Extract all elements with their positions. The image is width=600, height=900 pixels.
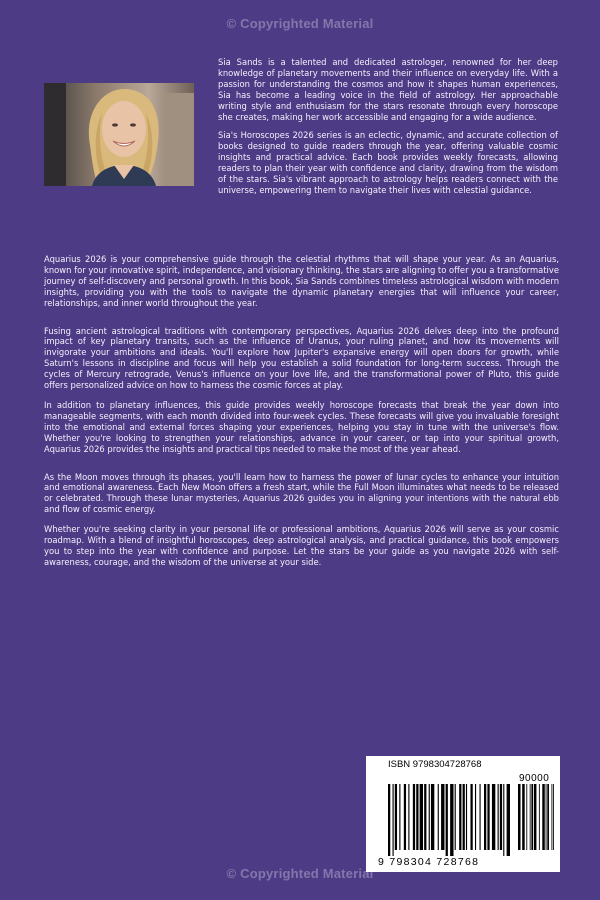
barcode-bar	[475, 784, 476, 850]
barcode-bar	[487, 784, 489, 850]
barcode-bar	[480, 784, 481, 850]
barcode-bar	[551, 784, 552, 850]
barcode-bar	[518, 784, 521, 850]
barcode-bar	[393, 784, 394, 856]
barcode-bar	[534, 784, 537, 850]
barcode-bar	[459, 784, 461, 850]
barcode-bar	[399, 784, 400, 850]
barcode-bar	[413, 784, 415, 850]
isbn-label: ISBN 9798304728768	[388, 759, 482, 770]
description-paragraph: Aquarius 2026 is your comprehensive guide through the celestial rhythms that will shape your year. As an Aquarius, known for your innovative spirit, independence, and visionary thinking, the stars are aligning to offer you a transformative journey of self-discovery and personal growth. In this book, Sia Sands combines timeless astrological wisdom with modern insights, providing you with the tools to navigate the dynamic planetary energies that will influence your career, relationships, and inner world throughout the year.	[44, 254, 559, 308]
author-bio-paragraph: Sia Sands is a talented and dedicated astrologer, renowned for her deep knowledge of planetary movements and their influence on everyday life. With a passion for understanding the cosmos and how it shapes human experiences, Sia has become a leading voice in the field of astrology. Her approachable writing style and enthusiasm for the stars resonate through every horoscope she creates, making her work accessible and engaging for a wide audience.	[218, 57, 558, 122]
barcode-bar	[498, 784, 499, 850]
barcode-bar	[463, 784, 465, 850]
copyright-watermark-bottom: © Copyrighted Material	[226, 866, 374, 881]
barcode-bar	[526, 784, 527, 850]
ean-barcode-bars	[388, 784, 510, 856]
barcode-bar	[395, 784, 397, 850]
barcode-bar	[388, 784, 390, 856]
barcode-bar	[429, 784, 430, 850]
description-paragraph: As the Moon moves through its phases, you'll learn how to harness the power of lunar cycles to enhance your intuition and emotional awareness. Each New Moon offers a fresh start, while the Full Moon illuminates what needs to be released or celebrated. Through these lunar mysteries, Aquarius 2026 guides you in aligning your intentions with the natural ebb and flow of cosmic energy.	[44, 471, 559, 515]
barcode-bar	[470, 784, 472, 850]
barcode-bar	[431, 784, 434, 850]
barcode-bar	[500, 784, 502, 850]
price-code: 90000	[519, 773, 550, 784]
book-description	[44, 254, 559, 568]
description-paragraph: Whether you're seeking clarity in your personal life or professional ambitions, Aquarius 2026 will serve as your cosmic roadmap. With a blend of insightful horoscopes, deep astrological analysis, and practical guidance, this book empowers you to step into the year with confidence and purpose. Let the stars be your guide as you navigate 2026 with self-awareness, courage, and the wisdom of the universe at your side.	[44, 524, 559, 567]
copyright-watermark-top: © Copyrighted Material	[226, 16, 374, 31]
barcode-bar	[542, 784, 545, 850]
barcode-bar	[507, 784, 510, 856]
barcode-bar	[492, 784, 495, 850]
barcode-bar	[455, 784, 456, 850]
barcode-bar	[553, 784, 554, 850]
barcode-bar	[438, 784, 439, 850]
barcode-bar	[446, 784, 448, 856]
barcode-bar	[503, 784, 504, 856]
barcode-bar	[450, 784, 453, 856]
barcode-bar	[466, 784, 467, 850]
author-portrait-image	[44, 83, 194, 186]
barcode-digits: 9 798304 728768	[378, 856, 480, 868]
author-bio-paragraph: Sia's Horoscopes 2026 series is an eclectic, dynamic, and accurate collection of books designed to guide readers through the year, offering valuable cosmic insights and practical advice. Each book provides weekly forecasts, allowing readers to plan their year with confidence and clarity, drawing from the wisdom of the stars. Sia's vibrant approach to astrology helps readers connect with the universe, empowering them to navigate their lives with celestial guidance.	[218, 130, 558, 195]
description-paragraph: In addition to planetary influences, this guide provides weekly horoscope forecasts that break the year down into manageable segments, with each month divided into four-week cycles. These forecasts will give you invaluable foresight into the emotional and external forces shaping your experiences, helping you stay in tune with the universe's flow. Whether you're looking to strengthen your relationships, advance in your career, or tap into your spiritual growth, Aquarius 2026 provides the insights and practical tips needed to make the most of the year ahead.	[44, 399, 559, 454]
barcode-bar	[546, 784, 547, 850]
barcode-bar	[522, 784, 525, 850]
isbn-barcode-box	[366, 756, 560, 872]
barcode-bar	[420, 784, 423, 850]
barcode-bar	[441, 784, 444, 850]
price-addon-barcode-bars	[518, 784, 554, 850]
barcode-bar	[484, 784, 486, 850]
description-paragraph: Fusing ancient astrological traditions with contemporary perspectives, Aquarius 2026 delves deep into the profound impact of key planetary transits, such as the influence of Uranus, your ruling planet, and how its movements will invigorate your ambitions and ideals. You'll explore how Jupiter's expansive energy will open doors for growth, while Saturn's lessons in discipline and focus will help you establish a solid foundation for long-term success. Through the cycles of Mercury retrograde, Venus's influence on your love life, and the transformational power of Pluto, this guide offers personalized advice on how to harness the cosmic forces at play.	[44, 325, 559, 391]
barcode-bar	[530, 784, 531, 850]
barcode-bar	[539, 784, 540, 850]
barcode-bar	[424, 784, 426, 850]
barcode-bar	[531, 784, 533, 850]
barcode-bar	[404, 784, 406, 850]
barcode-bar	[416, 784, 418, 850]
author-bio	[218, 57, 558, 204]
author-photo	[44, 83, 194, 186]
barcode-bar	[408, 784, 409, 850]
barcode-bar	[547, 784, 549, 850]
